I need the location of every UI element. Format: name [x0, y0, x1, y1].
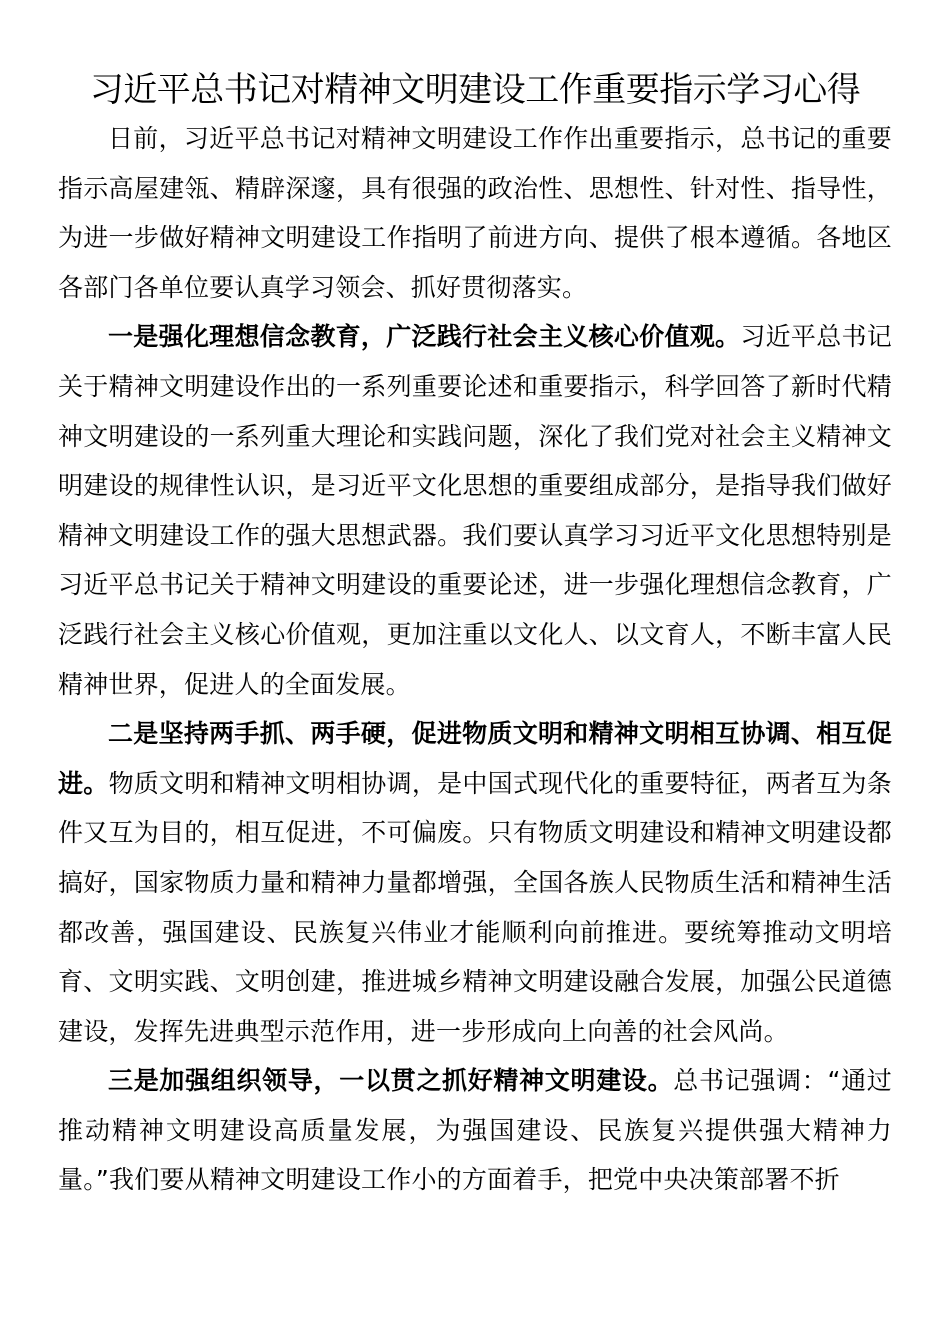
- document-title: 习近平总书记对精神文明建设工作重要指示学习心得: [89, 70, 861, 110]
- paragraph-lead: 三是加强组织领导，一以贯之抓好精神文明建设。: [108, 1066, 674, 1096]
- paragraph-text: 总书记强调：“通过推动精神文明建设高质量发展，为强国建设、民族复兴提供强大精神力量。”我们要从精神文明建设工作小的方面着手，把党中央决策部署不折: [58, 1066, 892, 1195]
- paragraph-lead: 一是强化理想信念教育，广泛践行社会主义核心价值观。: [108, 322, 741, 352]
- paragraph-intro: [58, 114, 892, 312]
- paragraph-lead: 二是坚持两手抓、两手硬，促进物质文明和精神文明相互协调、相互促进。: [58, 719, 892, 798]
- paragraph-point-two: [58, 709, 892, 1056]
- paragraph-point-three: [58, 1056, 892, 1205]
- paragraph-text: 物质文明和精神文明相协调，是中国式现代化的重要特征，两者互为条件又互为目的，相互促进，不可偏废。只有物质文明建设和精神文明建设都搞好，国家物质力量和精神力量都增强，全国各族人民物质生活和精神生活都改善，强国建设、民族复兴伟业才能顺利向前推进。要统筹推动文明培育、文明实践、文明创建，推进城乡精神文明建设融合发展，加强公民道德建设，发挥先进典型示范作用，进一步形成向上向善的社会风尚。: [58, 768, 893, 1046]
- paragraph-text: 日前，习近平总书记对精神文明建设工作作出重要指示，总书记的重要指示高屋建瓴、精辟深邃，具有很强的政治性、思想性、针对性、指导性，为进一步做好精神文明建设工作指明了前进方向、提供了根本遵循。各地区各部门各单位要认真学习领会、抓好贯彻落实。: [58, 124, 892, 302]
- paragraph-point-one: [58, 312, 892, 709]
- document-body: [58, 114, 892, 1205]
- paragraph-text: 习近平总书记关于精神文明建设作出的一系列重要论述和重要指示，科学回答了新时代精神文明建设的一系列重大理论和实践问题，深化了我们党对社会主义精神文明建设的规律性认识，是习近平文化思想的重要组成部分，是指导我们做好精神文明建设工作的强大思想武器。我们要认真学习习近平文化思想特别是习近平总书记关于精神文明建设的重要论述，进一步强化理想信念教育，广泛践行社会主义核心价值观，更加注重以文化人、以文育人，不断丰富人民精神世界，促进人的全面发展。: [58, 322, 892, 699]
